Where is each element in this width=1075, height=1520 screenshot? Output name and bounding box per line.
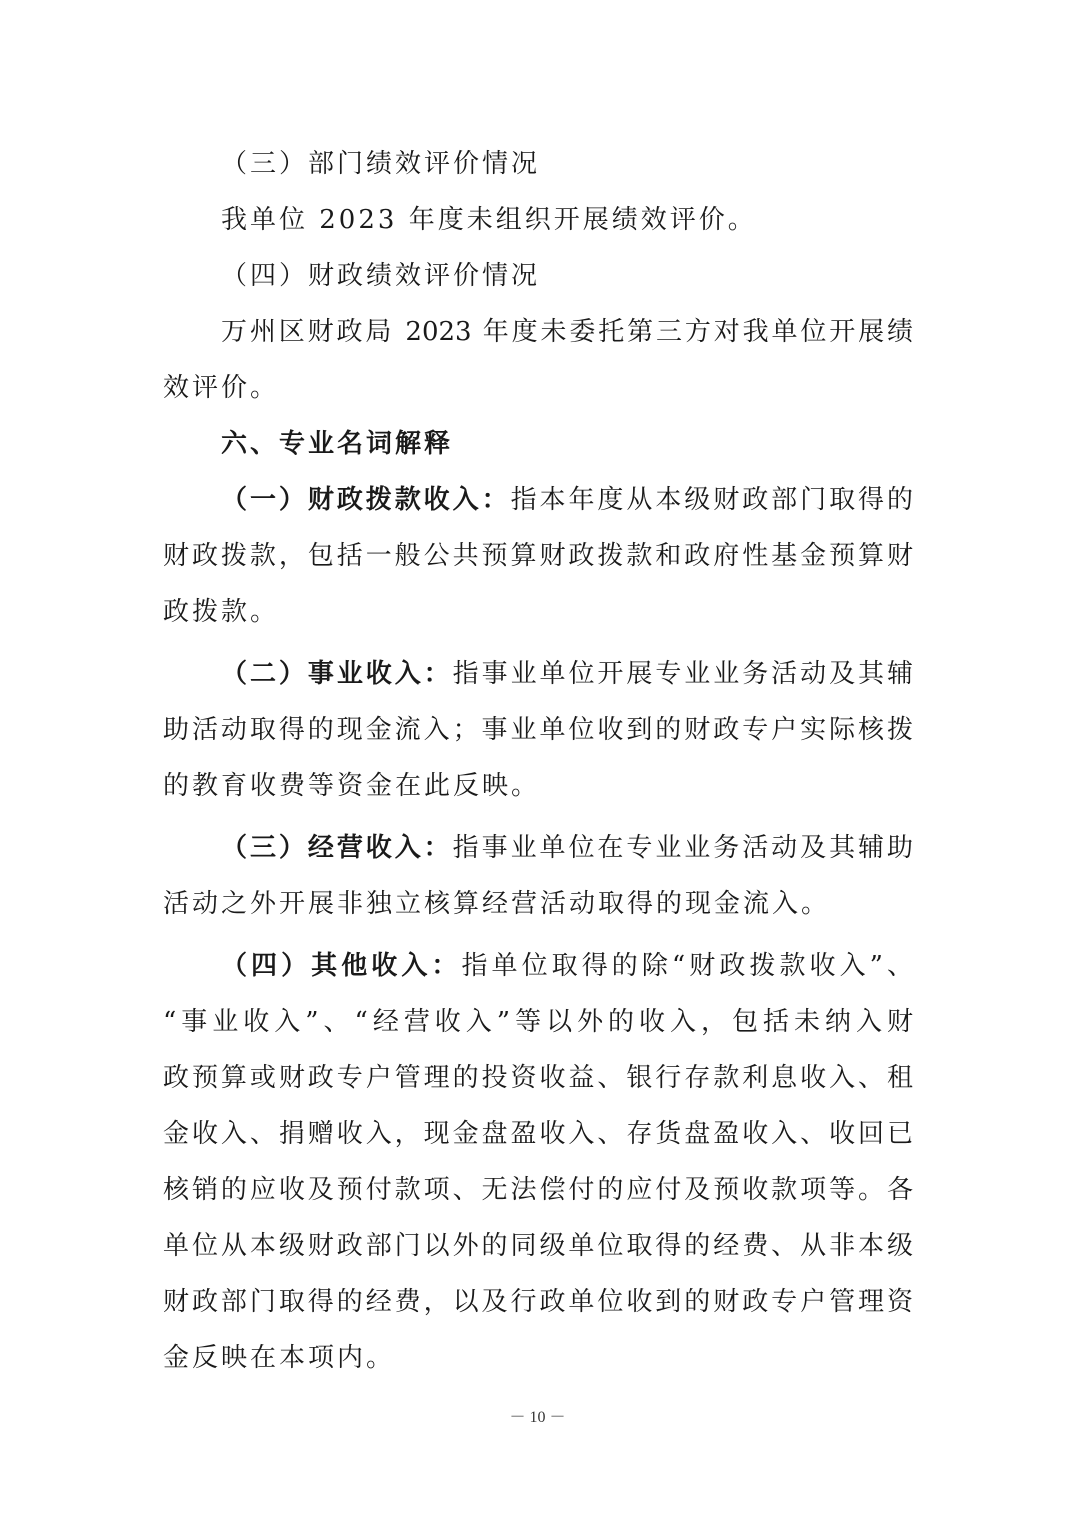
term-label: （二）事业收入：: [221, 659, 453, 689]
term-label: （三）经营收入：: [221, 833, 453, 863]
term-definition: 指单位取得的除“财政拨款收入”、: [461, 951, 913, 981]
text-line: 财政拨款，包括一般公共预算财政拨款和政府性基金预算财: [163, 541, 913, 571]
text-line: 财政部门取得的经费，以及行政单位收到的财政专户管理资: [163, 1287, 913, 1317]
text-line: 政预算或财政专户管理的投资收益、银行存款利息收入、租: [163, 1063, 913, 1093]
term-definition: 指事业单位开展专业业务活动及其辅: [452, 659, 913, 689]
glossary-item-operating-income: [163, 820, 913, 932]
glossary-item-business-income: [163, 646, 913, 814]
text-line: 的教育收费等资金在此反映。: [163, 771, 541, 801]
section-heading-finance-evaluation: （四）财政绩效评价情况: [221, 261, 541, 291]
document-body: [163, 136, 913, 1386]
text-line: 政拨款。: [163, 597, 280, 627]
paragraph-finance-evaluation: [163, 304, 913, 416]
text-line: 单位从本级财政部门以外的同级单位取得的经费、从非本级: [163, 1231, 913, 1261]
text-line: 助活动取得的现金流入；事业单位收到的财政专户实际核拨: [163, 715, 913, 745]
page-number: － 10 －: [509, 1409, 566, 1426]
text-line: 金收入、捐赠收入，现金盘盈收入、存货盘盈收入、收回已: [163, 1119, 913, 1149]
text-line: 核销的应收及预付款项、无法偿付的应付及预收款项等。各: [163, 1175, 913, 1205]
section-heading-glossary: 六、专业名词解释: [221, 429, 454, 459]
text-line: 活动之外开展非独立核算经营活动取得的现金流入。: [163, 889, 831, 919]
term-definition: 指事业单位在专业业务活动及其辅助: [452, 833, 913, 863]
term-definition: 指本年度从本级财政部门取得的: [510, 485, 913, 515]
glossary-item-fiscal-appropriation: [163, 472, 913, 640]
text-line: 万州区财政局 2023 年度未委托第三方对我单位开展绩: [221, 317, 913, 347]
text-line: 金反映在本项内。: [163, 1343, 396, 1373]
text-line: [163, 820, 913, 876]
text-line: [163, 472, 913, 528]
text-line: 效评价。: [163, 373, 280, 403]
term-label: （四）其他收入：: [221, 951, 462, 981]
term-label: （一）财政拨款收入：: [221, 485, 511, 515]
text-line: [163, 646, 913, 702]
glossary-item-other-income: [163, 938, 913, 1386]
section-heading-dept-evaluation: （三）部门绩效评价情况: [221, 149, 541, 179]
text-line: [163, 938, 913, 994]
paragraph-dept-evaluation: 我单位 2023 年度未组织开展绩效评价。: [221, 205, 757, 235]
text-line: “事业收入”、“经营收入”等以外的收入，包括未纳入财: [163, 1007, 913, 1037]
